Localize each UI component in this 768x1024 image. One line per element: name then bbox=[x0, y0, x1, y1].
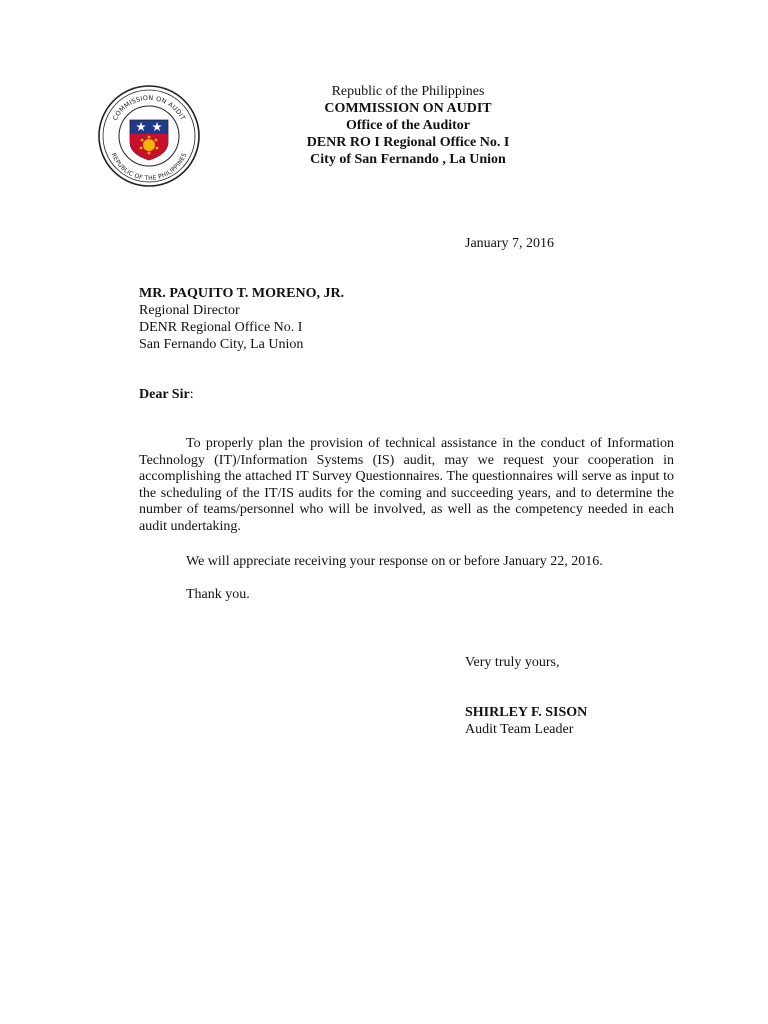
body-paragraph-1: To properly plan the provision of technical assistance in the conduct of Information Technology (IT)/Information Systems (IS) audit, may we request your cooperation in accomplishing the attached IT Survey Questionnaires. The questionnaires will serve as input to the scheduling of the IT/IS audits for the coming and succeeding years, and to determine the number of teams/personnel who will be involved, as well as the competency needed in each audit undertaking. bbox=[139, 436, 674, 534]
letterhead bbox=[258, 83, 558, 168]
body-paragraph-2: We will appreciate receiving your response on or before January 22, 2016. bbox=[186, 554, 603, 569]
body-paragraph-3: Thank you. bbox=[186, 587, 250, 602]
letterhead-office: Office of the Auditor bbox=[345, 118, 471, 133]
signatory-block bbox=[465, 704, 587, 738]
signatory-name: SHIRLEY F. SISON bbox=[465, 705, 588, 720]
salutation bbox=[139, 386, 194, 403]
coa-seal-logo bbox=[97, 84, 201, 188]
letterhead-republic: Republic of the Philippines bbox=[331, 84, 485, 99]
letterhead-city: City of San Fernando , La Union bbox=[310, 152, 506, 167]
recipient-office: DENR Regional Office No. I bbox=[139, 320, 303, 335]
recipient-name: MR. PAQUITO T. MORENO, JR. bbox=[139, 286, 345, 301]
letter-date: January 7, 2016 bbox=[465, 236, 555, 251]
letterhead-agency: COMMISSION ON AUDIT bbox=[324, 101, 492, 116]
complimentary-close: Very truly yours, bbox=[465, 655, 560, 670]
salutation-text: Dear Sir bbox=[139, 387, 190, 402]
recipient-block bbox=[139, 285, 344, 353]
seal-text-bottom: REPUBLIC OF THE PHILIPPINES bbox=[109, 151, 189, 183]
recipient-address: San Fernando City, La Union bbox=[139, 337, 304, 352]
seal-text-top: COMMISSION ON AUDIT bbox=[110, 93, 188, 122]
signatory-title: Audit Team Leader bbox=[465, 722, 574, 737]
letterhead-regional-office: DENR RO I Regional Office No. I bbox=[306, 135, 510, 150]
recipient-title: Regional Director bbox=[139, 303, 240, 318]
salutation-punct: : bbox=[189, 387, 194, 402]
